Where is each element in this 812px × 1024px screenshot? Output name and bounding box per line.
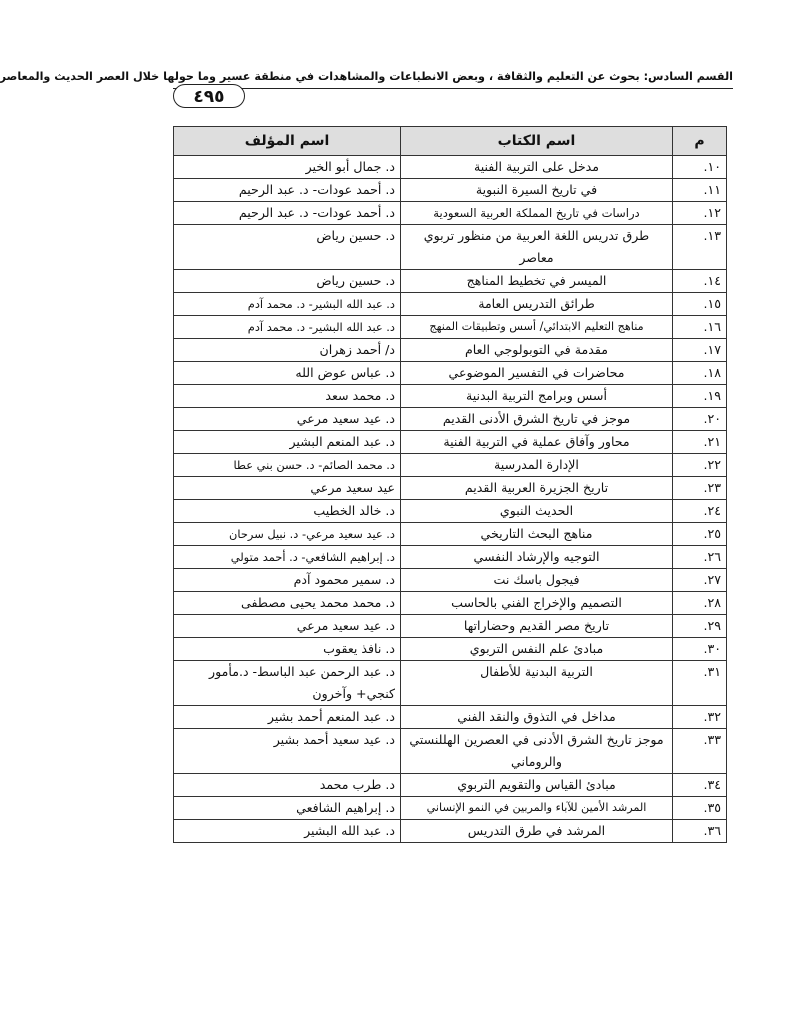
table-row [174, 569, 727, 592]
table-row [174, 500, 727, 523]
table-row [174, 362, 727, 385]
book-title: موجز تاريخ الشرق الأدنى في العصرين الهللنستي والروماني [401, 729, 673, 774]
author-name: د. حسين رياض [174, 270, 401, 293]
author-name: د. نافذ يعقوب [174, 638, 401, 661]
row-number: ٣٠. [673, 638, 727, 661]
book-title: التوجيه والإرشاد النفسي [401, 546, 673, 569]
author-name: د. إبراهيم الشافعي [174, 797, 401, 820]
table-row [174, 706, 727, 729]
table-row [174, 431, 727, 454]
row-number: ١٦. [673, 316, 727, 339]
book-title: المرشد في طرق التدريس [401, 820, 673, 843]
table-row [174, 546, 727, 569]
row-number: ٢١. [673, 431, 727, 454]
row-number: ٢٠. [673, 408, 727, 431]
author-name: د. عبد الرحمن عبد الباسط- د.مأمور كنجي+ وآخرون [174, 661, 401, 706]
author-name: د. أحمد عودات- د. عبد الرحيم [174, 179, 401, 202]
book-title: مناهج البحث التاريخي [401, 523, 673, 546]
author-name: د. عبد المنعم البشير [174, 431, 401, 454]
row-number: ١٠. [673, 156, 727, 179]
row-number: ١٤. [673, 270, 727, 293]
author-name: د. محمد محمد يحيى مصطفى [174, 592, 401, 615]
book-title: الميسر في تخطيط المناهج [401, 270, 673, 293]
table-row [174, 225, 727, 270]
table-row [174, 270, 727, 293]
running-header-title: القسم السادس: بحوث عن التعليم والثقافة ، وبعض الانطباعات والمشاهدات في منطقة عسير وما حولها خلال العصر الحديث والمعاصر [0, 70, 733, 83]
author-name: د. إبراهيم الشافعي- د. أحمد متولي [174, 546, 401, 569]
row-number: ١٣. [673, 225, 727, 270]
book-title: دراسات في تاريخ المملكة العربية السعودية [401, 202, 673, 225]
table-row [174, 523, 727, 546]
author-name: د. عيد سعيد مرعي [174, 408, 401, 431]
table-row [174, 477, 727, 500]
table-row [174, 729, 727, 774]
author-name: د. عيد سعيد مرعي- د. نبيل سرحان [174, 523, 401, 546]
book-title: أسس وبرامج التربية البدنية [401, 385, 673, 408]
table-row [174, 408, 727, 431]
table-row [174, 638, 727, 661]
row-number: ٢٣. [673, 477, 727, 500]
row-number: ١٨. [673, 362, 727, 385]
table-row [174, 179, 727, 202]
book-title: موجز في تاريخ الشرق الأدنى القديم [401, 408, 673, 431]
book-title: طرق تدريس اللغة العربية من منظور تربوي معاصر [401, 225, 673, 270]
table-row [174, 156, 727, 179]
row-number: ٣٦. [673, 820, 727, 843]
row-number: ٣٤. [673, 774, 727, 797]
column-header-number: م [673, 127, 727, 156]
book-title: طرائق التدريس العامة [401, 293, 673, 316]
author-name: د. عبد المنعم أحمد بشير [174, 706, 401, 729]
book-title: الحديث النبوي [401, 500, 673, 523]
book-title: تاريخ مصر القديم وحضاراتها [401, 615, 673, 638]
book-title: مبادئ علم النفس التربوي [401, 638, 673, 661]
author-name: د. عبد الله البشير- د. محمد آدم [174, 316, 401, 339]
table-row [174, 454, 727, 477]
author-name: د. عبد الله البشير- د. محمد آدم [174, 293, 401, 316]
table-row [174, 661, 727, 706]
row-number: ٢٤. [673, 500, 727, 523]
table-row [174, 385, 727, 408]
author-name: د. خالد الخطيب [174, 500, 401, 523]
author-name: د. محمد سعد [174, 385, 401, 408]
page-header [0, 68, 733, 94]
table-row [174, 615, 727, 638]
header-rule [173, 88, 733, 89]
book-title: محاضرات في التفسير الموضوعي [401, 362, 673, 385]
author-name: د. عيد سعيد أحمد بشير [174, 729, 401, 774]
author-name: د. محمد الصائم- د. حسن بني عطا [174, 454, 401, 477]
book-title: تاريخ الجزيرة العربية القديم [401, 477, 673, 500]
book-title: المرشد الأمين للآباء والمربين في النمو الإنساني [401, 797, 673, 820]
author-name: د. سمير محمود آدم [174, 569, 401, 592]
author-name: د. أحمد عودات- د. عبد الرحيم [174, 202, 401, 225]
row-number: ٢٩. [673, 615, 727, 638]
book-title: في تاريخ السيرة النبوية [401, 179, 673, 202]
book-title: مداخل في التذوق والنقد الفني [401, 706, 673, 729]
table-row [174, 293, 727, 316]
author-name: د. حسين رياض [174, 225, 401, 270]
book-title: مقدمة في التوبولوجي العام [401, 339, 673, 362]
row-number: ٢٥. [673, 523, 727, 546]
row-number: ١٩. [673, 385, 727, 408]
table-row [174, 339, 727, 362]
author-name: د. عباس عوض الله [174, 362, 401, 385]
author-name: د. جمال أبو الخير [174, 156, 401, 179]
row-number: ٣٥. [673, 797, 727, 820]
table-header-row [174, 127, 727, 156]
author-name: د/ أحمد زهران [174, 339, 401, 362]
book-title: مبادئ القياس والتقويم التربوي [401, 774, 673, 797]
column-header-book-title: اسم الكتاب [401, 127, 673, 156]
book-title: فيجول باسك نت [401, 569, 673, 592]
row-number: ٢٧. [673, 569, 727, 592]
table-row [174, 202, 727, 225]
author-name: د. طرب محمد [174, 774, 401, 797]
table-row [174, 592, 727, 615]
book-title: الإدارة المدرسية [401, 454, 673, 477]
author-name: د. عيد سعيد مرعي [174, 615, 401, 638]
author-name: د. عبد الله البشير [174, 820, 401, 843]
book-title: مدخل على التربية الفنية [401, 156, 673, 179]
book-title: محاور وآفاق عملية في التربية الفنية [401, 431, 673, 454]
row-number: ١١. [673, 179, 727, 202]
row-number: ١٥. [673, 293, 727, 316]
book-title: مناهج التعليم الابتدائي/ أسس وتطبيقات المنهج [401, 316, 673, 339]
row-number: ٢٦. [673, 546, 727, 569]
row-number: ١٢. [673, 202, 727, 225]
row-number: ٢٢. [673, 454, 727, 477]
table-row [174, 820, 727, 843]
table-row [174, 774, 727, 797]
book-title: التصميم والإخراج الفني بالحاسب [401, 592, 673, 615]
row-number: ٢٨. [673, 592, 727, 615]
row-number: ١٧. [673, 339, 727, 362]
table-row [174, 316, 727, 339]
author-name: عيد سعيد مرعي [174, 477, 401, 500]
page-number: ٤٩٥ [173, 84, 245, 108]
table-row [174, 797, 727, 820]
row-number: ٣٢. [673, 706, 727, 729]
row-number: ٣٣. [673, 729, 727, 774]
row-number: ٣١. [673, 661, 727, 706]
books-table [173, 126, 727, 843]
column-header-author: اسم المؤلف [174, 127, 401, 156]
book-title: التربية البدنية للأطفال [401, 661, 673, 706]
